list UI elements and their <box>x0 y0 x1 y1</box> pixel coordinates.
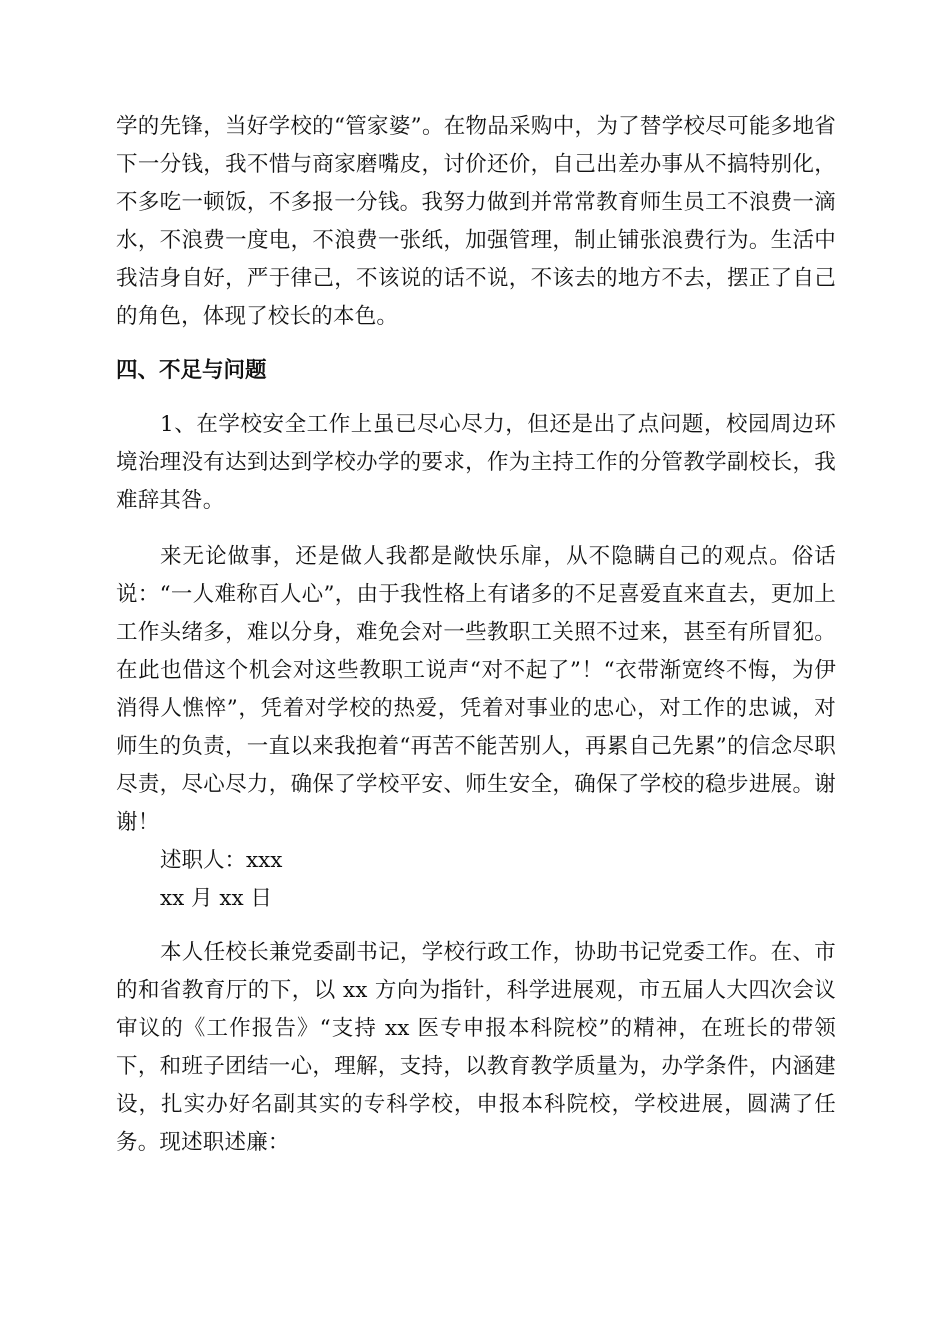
signer-line: 述职人：xxx <box>160 848 283 873</box>
section-heading-shortcomings: 四、不足与问题 <box>116 358 267 383</box>
date-line: xx 月 xx 日 <box>160 886 273 911</box>
paragraph-safety-issue: 1、在学校安全工作上虽已尽心尽力，但还是出了点问题，校园周边环境治理没有达到达到学校办学的要求，作为主持工作的分管教学副校长，我难辞其咎。 <box>116 412 836 513</box>
document-page <box>116 108 836 1162</box>
paragraph-new-report-intro: 本人任校长兼党委副书记，学校行政工作，协助书记党委工作。在、市的和省教育厅的下，以 xx 方向为指针，科学进展观，市五届人大四次会议审议的《工作报告》“支持 xx 医专申报本科院校”的精神，在班长的带领下，和班子团结一心，理解，支持，以教育教学质量为，办学条件，内涵建设，扎实办好名副其实的专科学校，申报本科院校，学校进展，圆满了任务。现述职述廉： <box>116 940 836 1155</box>
paragraph-frugality: 学的先锋，当好学校的“管家婆”。在物品采购中，为了替学校尽可能多地省下一分钱，我不惜与商家磨嘴皮，讨价还价，自己出差办事从不搞特别化，不多吃一顿饭，不多报一分钱。我努力做到并常常教育师生员工不浪费一滴水，不浪费一度电，不浪费一张纸，加强管理，制止铺张浪费行为。生活中我洁身自好，严于律己，不该说的话不说，不该去的地方不去，摆正了自己的角色，体现了校长的本色。 <box>116 114 836 329</box>
paragraph-closing-remarks: 来无论做事，还是做人我都是敞快乐扉，从不隐瞒自己的观点。俗话说：“一人难称百人心”，由于我性格上有诸多的不足喜爱直来直去，更加上工作头绪多，难以分身，难免会对一些教职工关照不过来，甚至有所冒犯。在此也借这个机会对这些教职工说声“对不起了”！“衣带渐宽终不悔，为伊消得人憔悴”，凭着对学校的热爱，凭着对事业的忠心，对工作的忠诚，对师生的负责，一直以来我抱着“再苦不能苦别人，再累自己先累”的信念尽职尽责，尽心尽力，确保了学校平安、师生安全，确保了学校的稳步进展。谢谢！ <box>116 544 836 835</box>
